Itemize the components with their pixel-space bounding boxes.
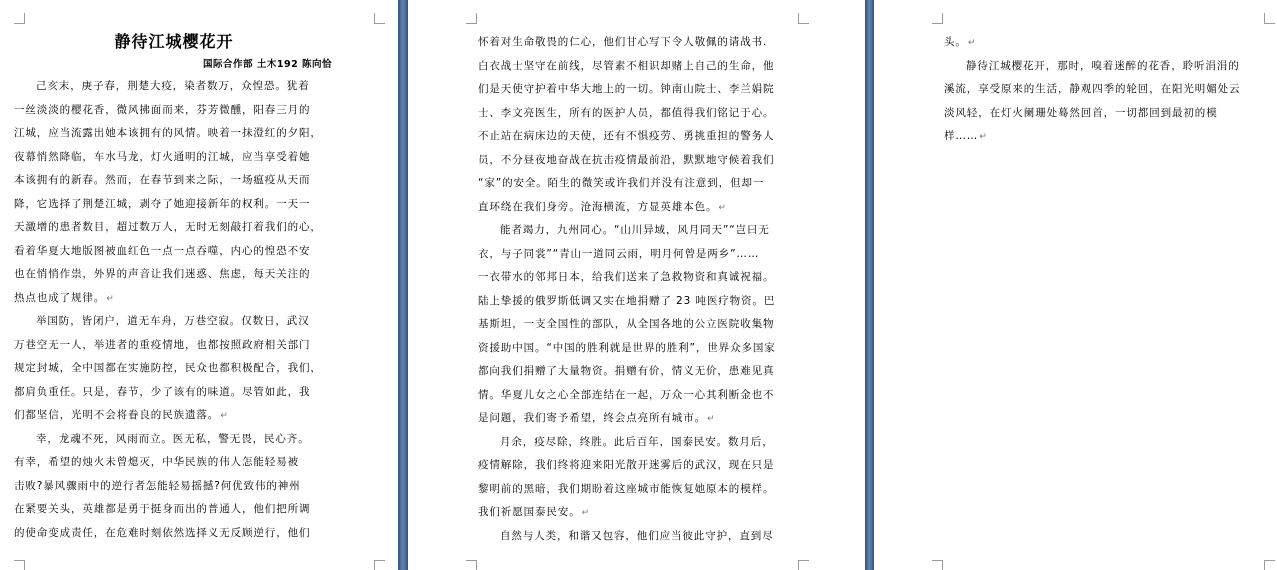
text-line bbox=[944, 102, 1274, 126]
line-text: 降，它选择了荆楚江城，剥夺了她迎接新年的权利。一天一 bbox=[14, 197, 311, 210]
text-line bbox=[478, 55, 808, 79]
document-author: 国际合作部 土木192 陈向恰 bbox=[203, 59, 332, 70]
page-gap bbox=[398, 0, 408, 570]
line-text: 们是天使守护着中华大地上的一切。钟南山院士、李兰娟院 bbox=[478, 83, 775, 95]
text-line bbox=[944, 31, 1274, 55]
text-line bbox=[14, 216, 334, 240]
line-text: 一丝淡淡的樱花香，微风拂面而来，芬芳微醺，阳春三月的 bbox=[14, 103, 311, 116]
line-text: 情。华夏儿女之心全部连结在一起，万众一心其利断金也不 bbox=[478, 388, 775, 401]
text-line bbox=[14, 357, 334, 381]
text-line bbox=[478, 219, 808, 243]
text-line bbox=[14, 428, 334, 452]
page-body bbox=[14, 75, 334, 545]
text-line bbox=[478, 290, 808, 314]
text-line bbox=[478, 102, 808, 126]
line-text: 也在悄悄作祟，外界的声音让我们迷惑、焦虑，每天关注的 bbox=[14, 268, 311, 280]
line-text: 不止站在病床边的天使，还有不惧疫劳、勇挑重担的警务人 bbox=[478, 130, 775, 142]
paragraph-mark-icon: ↵ bbox=[707, 414, 716, 424]
page-corner-mark bbox=[932, 560, 943, 570]
line-text: 疫情解除，我们终将迎来阳光散开迷雾后的武汉，现在只是 bbox=[478, 459, 775, 471]
line-text: 们都坚信，光明不会将眷良的民族遗落。 bbox=[14, 409, 220, 421]
line-text: 看着华夏大地版图被血红色一点一点吞噬，内心的惶恐不安 bbox=[14, 244, 311, 257]
line-text: 怀着对生命敬畏的仁心，他们甘心写下令人敬佩的请战书. bbox=[478, 36, 768, 48]
page-corner-mark bbox=[466, 13, 477, 24]
text-line bbox=[478, 31, 808, 55]
line-text: 天激增的患者数目，超过数万人，无时无刻敲打着我们的心， bbox=[14, 221, 322, 233]
line-text: 有幸，希望的烛火未曾熄灭，中华民族的伟人怎能轻易被 bbox=[14, 456, 299, 468]
line-text: 击败?暴风骤雨中的逆行者怎能轻易摇撼?何优致伟的神州 bbox=[14, 479, 301, 492]
text-line bbox=[478, 501, 808, 525]
line-text: “家”的安全。陌生的微笑或许我们并没有注意到，但却一 bbox=[478, 177, 765, 189]
text-line bbox=[478, 431, 808, 455]
text-line bbox=[478, 266, 808, 290]
text-line bbox=[14, 522, 334, 546]
line-text: 陆上挚援的俄罗斯低调又实在地捐赠了 23 吨医疗物资。巴 bbox=[478, 294, 776, 307]
line-text: 一衣带水的邻邦日本，给我们送来了急救物资和真诚祝福。 bbox=[478, 271, 775, 283]
line-text: 规定封城，全中国都在实施防控，民众也都积极配合，我们， bbox=[14, 362, 322, 374]
line-text: 江城，应当流露出她本该拥有的风情。映着一抹澄红的夕阳， bbox=[14, 127, 322, 139]
line-text: 是问题，我们寄予希望，终会点亮所有城市。 bbox=[478, 412, 706, 424]
text-line bbox=[478, 337, 808, 361]
line-text: 士、李文亮医生，所有的医护人员，都值得我们铭记于心。 bbox=[478, 106, 775, 119]
text-line bbox=[14, 193, 334, 217]
line-text: 样…… bbox=[944, 130, 979, 142]
text-line bbox=[14, 75, 334, 99]
text-line bbox=[478, 407, 808, 431]
paragraph-mark-icon: ↵ bbox=[220, 411, 229, 421]
line-text: 头。 bbox=[944, 36, 967, 48]
page-corner-mark bbox=[374, 13, 385, 24]
text-line bbox=[14, 404, 334, 428]
text-line bbox=[14, 240, 334, 264]
text-line bbox=[14, 263, 334, 287]
line-text: 能者竭力，九州同心。“山川异域，风月同天”“岂曰无 bbox=[500, 224, 770, 236]
paragraph-mark-icon: ↵ bbox=[979, 132, 988, 142]
line-text: 白衣战士坚守在前线，尽管素不相识却赌上自己的生命，他 bbox=[478, 59, 775, 72]
text-line bbox=[14, 310, 334, 334]
line-text: 员，不分昼夜地奋战在抗击疫情最前沿，默默地守候着我们 bbox=[478, 153, 775, 166]
paragraph-mark-icon: ↵ bbox=[581, 508, 591, 518]
page-corner-mark bbox=[1264, 560, 1275, 570]
document-title: 静待江城樱花开 bbox=[114, 32, 234, 51]
page-corner-mark bbox=[14, 560, 25, 570]
text-line bbox=[478, 313, 808, 337]
line-text: 都向我们捐赠了大量物资。捐赠有价，情义无价，患难见真 bbox=[478, 365, 775, 377]
text-line bbox=[14, 287, 334, 311]
page-corner-mark bbox=[798, 13, 809, 24]
text-line bbox=[478, 454, 808, 478]
document-page-1[interactable] bbox=[0, 0, 398, 570]
line-text: 都肩负重任。只是，春节，少了该有的味道。尽管如此，我 bbox=[14, 385, 311, 398]
line-text: 的使命变成责任，在危难时刻依然选择义无反顾逆行，他们 bbox=[14, 526, 311, 539]
text-line bbox=[478, 172, 808, 196]
line-text: 夜幕悄然降临，车水马龙，灯火通明的江城，应当享受着她 bbox=[14, 150, 311, 163]
line-text: 淡风轻，在灯火阑珊处蓦然回首，一切都回到最初的模 bbox=[944, 106, 1218, 119]
text-line bbox=[14, 169, 334, 193]
document-page-2[interactable] bbox=[408, 0, 865, 570]
text-line bbox=[944, 55, 1274, 79]
paragraph-mark-icon: ↵ bbox=[718, 202, 727, 213]
page-corner-mark bbox=[14, 13, 25, 24]
line-text: 资援助中国。“中国的胜利就是世界的胜利”，世界众多国家 bbox=[478, 341, 776, 354]
text-line bbox=[944, 125, 1274, 149]
line-text: 本该拥有的新春。然而，在春节到来之际，一场瘟疫从天而 bbox=[14, 174, 311, 186]
text-line bbox=[478, 78, 808, 102]
text-line bbox=[14, 475, 334, 499]
text-line bbox=[478, 525, 808, 549]
page-corner-mark bbox=[466, 560, 477, 570]
page-corner-mark bbox=[932, 13, 943, 24]
line-text: 举国防，皆闭户，道无车舟，万巷空寂。仅数日，武汉 bbox=[36, 315, 310, 327]
text-line bbox=[14, 146, 334, 170]
text-line bbox=[14, 334, 334, 358]
page-gap bbox=[865, 0, 874, 570]
text-line bbox=[944, 78, 1274, 102]
line-text: 基斯坦，一支全国性的部队，从全国各地的公立医院收集物 bbox=[478, 318, 775, 330]
line-text: 热点也成了规律。 bbox=[14, 291, 106, 304]
line-text: 己亥末，庚子春，荆楚大疫，染者数万，众惶恐。犹着 bbox=[36, 80, 310, 92]
page-corner-mark bbox=[1264, 13, 1275, 24]
text-line bbox=[478, 360, 808, 384]
page-body bbox=[944, 31, 1274, 149]
page-corner-mark bbox=[374, 560, 385, 570]
line-text: 衣，与子同裳”“青山一道同云雨，明月何曾是两乡”…… bbox=[478, 247, 760, 260]
text-line bbox=[478, 478, 808, 502]
page-body bbox=[478, 31, 808, 548]
line-text: 我们祈愿国泰民安。 bbox=[478, 506, 581, 518]
paragraph-mark-icon: ↵ bbox=[106, 293, 115, 304]
line-text: 月余，疫尽除，终胜。此后百年，国泰民安。数月后， bbox=[500, 435, 774, 448]
text-line bbox=[478, 243, 808, 267]
text-line bbox=[478, 384, 808, 408]
text-line bbox=[478, 196, 808, 220]
line-text: 万巷空无一人，举进者的重疫情地，也都按照政府相关部门 bbox=[14, 338, 311, 351]
text-line bbox=[14, 122, 334, 146]
text-line bbox=[478, 149, 808, 173]
line-text: 黎明前的黑暗，我们期盼着这座城市能恢复她原本的模样。 bbox=[478, 482, 775, 495]
text-line bbox=[478, 125, 808, 149]
line-text: 直环绕在我们身旁。沧海横流，方显英雄本色。 bbox=[478, 200, 718, 213]
line-text: 在紧要关头，英雄都是勇于挺身而出的普通人，他们把所调 bbox=[14, 503, 311, 515]
line-text: 幸，龙魂不死，风雨而立。医无私，警无畏，民心齐。 bbox=[36, 432, 310, 445]
text-line bbox=[14, 381, 334, 405]
text-line bbox=[14, 451, 334, 475]
text-line bbox=[14, 498, 334, 522]
page-corner-mark bbox=[798, 560, 809, 570]
text-line bbox=[14, 99, 334, 123]
line-text: 溪流，享受原来的生活，静观四季的轮回，在阳光明媚处云 bbox=[944, 83, 1241, 95]
line-text: 静待江城樱花开，那时，嗅着迷醉的花香，聆听涓涓的 bbox=[966, 59, 1240, 72]
paragraph-mark-icon: ↵ bbox=[967, 38, 977, 48]
document-page-3[interactable] bbox=[874, 0, 1277, 570]
line-text: 自然与人类，和谐又包容，他们应当彼此守护，直到尽 bbox=[500, 529, 774, 542]
